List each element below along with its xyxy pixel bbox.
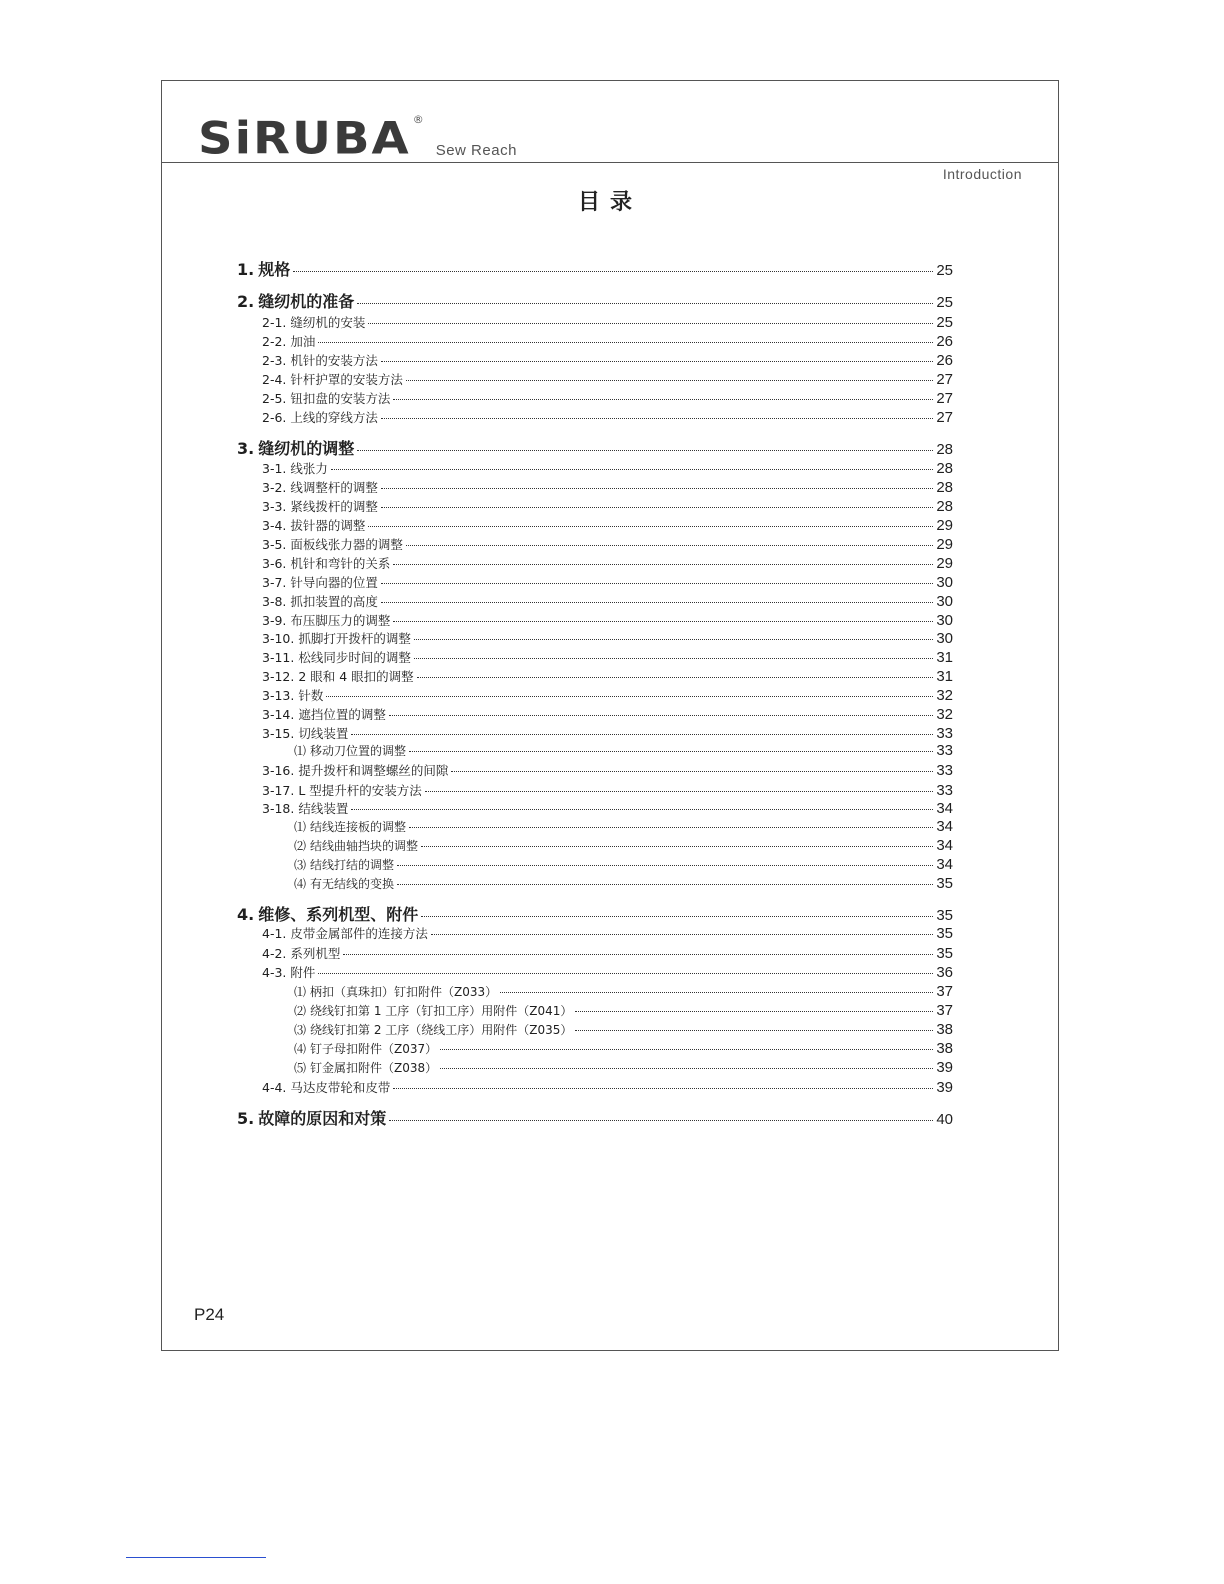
toc-entry-label: 柄扣（真珠扣）钉扣附件（Z033） xyxy=(310,985,498,999)
toc-entry xyxy=(262,497,953,515)
toc-entry xyxy=(262,332,953,350)
dot-leader xyxy=(381,418,933,419)
toc-title: 目录 xyxy=(577,190,642,215)
dot-leader xyxy=(440,1068,933,1069)
dot-leader xyxy=(381,361,933,362)
dot-leader xyxy=(357,450,933,451)
toc-entry-label: 针杆护罩的安装方法 xyxy=(290,372,403,387)
toc-entry xyxy=(262,705,953,723)
dot-leader xyxy=(409,827,933,828)
page-number: P24 xyxy=(194,1305,225,1324)
toc-entry-number: 3-8. xyxy=(262,594,287,609)
toc-entry xyxy=(237,1106,953,1129)
toc-entry-page: 31 xyxy=(936,668,953,685)
toc-entry-page: 26 xyxy=(936,352,953,369)
dot-leader xyxy=(381,602,933,603)
toc-entry xyxy=(262,724,953,742)
toc-entry-page: 34 xyxy=(936,800,953,817)
toc-entry-number: 4-1. xyxy=(262,926,287,941)
toc-entry xyxy=(294,1021,953,1038)
toc-entry xyxy=(262,516,953,534)
toc-entry-label: 钉子母扣附件（Z037） xyxy=(310,1042,438,1056)
toc-entry-label: 规格 xyxy=(258,260,291,279)
dot-leader xyxy=(440,1049,933,1050)
toc-entry-number: 4-3. xyxy=(262,965,287,980)
toc-entry-label: 缝纫机的准备 xyxy=(258,292,355,311)
dot-leader xyxy=(421,916,933,917)
dot-leader xyxy=(393,564,933,565)
header xyxy=(162,81,1058,163)
toc-entry-number: 3-2. xyxy=(262,480,287,495)
toc-entry-number: 3-16. xyxy=(262,763,295,778)
toc-entry-page: 30 xyxy=(936,630,953,647)
toc-entry-label: 绕线钉扣第 2 工序（绕线工序）用附件（Z035） xyxy=(310,1023,573,1037)
toc-entry-number: ⑸ xyxy=(294,1061,307,1075)
toc-entry-number: ⑴ xyxy=(294,820,307,834)
toc-entry xyxy=(237,902,953,925)
toc-entry-page: 29 xyxy=(936,517,953,534)
toc-entry-number: 2-1. xyxy=(262,315,287,330)
dot-leader xyxy=(409,751,933,752)
toc-entry-label: 附件 xyxy=(290,965,316,980)
toc-entry xyxy=(237,289,953,312)
toc-entry-label: 抓脚打开拨杆的调整 xyxy=(298,631,411,646)
dot-leader xyxy=(406,380,933,381)
dot-leader xyxy=(431,934,933,935)
toc-entry-page: 34 xyxy=(936,837,953,854)
toc-entry-label: 线调整杆的调整 xyxy=(290,480,378,495)
toc-entry-label: 针导向器的位置 xyxy=(290,575,378,590)
toc-entry-label: 拔针器的调整 xyxy=(290,518,366,533)
toc-entry-number: 3. xyxy=(237,439,255,458)
dot-leader xyxy=(397,865,933,866)
toc-entry-label: 有无结线的变换 xyxy=(310,877,395,891)
dot-leader xyxy=(331,469,933,470)
toc-entry-number: 3-17. xyxy=(262,783,295,798)
toc-entry-page: 25 xyxy=(936,262,953,279)
dot-leader xyxy=(343,954,933,955)
toc-entry-page: 27 xyxy=(936,409,953,426)
toc-entry xyxy=(294,1059,953,1076)
toc-entry-label: 上线的穿线方法 xyxy=(290,410,378,425)
toc-entry-page: 28 xyxy=(936,441,953,458)
toc-entry xyxy=(262,611,953,629)
toc-entry-label: 加油 xyxy=(290,334,316,349)
toc-entry-page: 38 xyxy=(936,1021,953,1038)
dot-leader xyxy=(293,271,933,272)
toc-entry-page: 35 xyxy=(936,907,953,924)
section-label: Introduction xyxy=(942,166,1022,182)
toc-entry xyxy=(262,667,953,685)
toc-entry-number: ⑵ xyxy=(294,1004,307,1018)
toc-entry-page: 35 xyxy=(936,925,953,942)
toc-entry-label: 提升拨杆和调整螺丝的间隙 xyxy=(298,763,449,778)
dot-leader xyxy=(351,809,933,810)
toc-entry-page: 37 xyxy=(936,983,953,1000)
toc-entry-label: 钮扣盘的安装方法 xyxy=(290,391,391,406)
toc-entry xyxy=(294,1040,953,1057)
dot-leader xyxy=(500,992,933,993)
toc-entry-number: 3-18. xyxy=(262,801,295,816)
toc-entry-number: 3-13. xyxy=(262,688,295,703)
toc-entry-label: 绕线钉扣第 1 工序（钉扣工序）用附件（Z041） xyxy=(310,1004,573,1018)
dot-leader xyxy=(368,323,933,324)
toc-entry xyxy=(237,257,953,280)
toc-entry-label: 移动刀位置的调整 xyxy=(310,744,407,758)
toc-entry-number: 3-6. xyxy=(262,556,287,571)
toc-entry-page: 32 xyxy=(936,706,953,723)
toc-entry-number: 3-3. xyxy=(262,499,287,514)
toc-entry-page: 28 xyxy=(936,479,953,496)
toc-entry-number: 4-2. xyxy=(262,946,287,961)
dot-leader xyxy=(393,399,933,400)
toc-entry xyxy=(262,478,953,496)
toc-entry-page: 29 xyxy=(936,536,953,553)
toc-entry-label: 故障的原因和对策 xyxy=(258,1109,387,1128)
toc-entry-page: 27 xyxy=(936,390,953,407)
toc-entry-number: 3-1. xyxy=(262,461,287,476)
toc-entry-number: 3-12. xyxy=(262,669,295,684)
toc-entry-number: 2-5. xyxy=(262,391,287,406)
toc-entry xyxy=(262,799,953,817)
toc-entry-number: 2-3. xyxy=(262,353,287,368)
toc-entry-label: 维修、系列机型、附件 xyxy=(258,905,419,924)
toc-entry xyxy=(262,408,953,426)
toc-entry-page: 37 xyxy=(936,1002,953,1019)
toc-entry-page: 34 xyxy=(936,856,953,873)
toc-entry xyxy=(262,459,953,477)
toc-entry xyxy=(262,351,953,369)
toc-entry-label: 钉金属扣附件（Z038） xyxy=(310,1061,438,1075)
toc-entry xyxy=(262,573,953,591)
toc-entry-number: 1. xyxy=(237,260,255,279)
dot-leader xyxy=(381,488,933,489)
toc-entry-page: 25 xyxy=(936,294,953,311)
toc-entry-page: 30 xyxy=(936,612,953,629)
toc-entry-page: 34 xyxy=(936,818,953,835)
toc-entry-number: 3-15. xyxy=(262,726,295,741)
toc-entry-page: 31 xyxy=(936,649,953,666)
toc-entry-page: 33 xyxy=(936,725,953,742)
toc-entry-page: 30 xyxy=(936,574,953,591)
toc-entry-label: 面板线张力器的调整 xyxy=(290,537,403,552)
toc-entry-label: 马达皮带轮和皮带 xyxy=(290,1080,391,1095)
dot-leader xyxy=(351,734,933,735)
toc-entry-number: 3-10. xyxy=(262,631,295,646)
toc-entry xyxy=(262,761,953,779)
toc-entry-label: L 型提升杆的安装方法 xyxy=(298,783,422,798)
toc-entry-page: 35 xyxy=(936,945,953,962)
toc-entry-number: 3-5. xyxy=(262,537,287,552)
toc-entry-number: 2-2. xyxy=(262,334,287,349)
dot-leader xyxy=(414,639,933,640)
toc-entry-label: 缝纫机的调整 xyxy=(258,439,355,458)
toc-entry-number: 5. xyxy=(237,1109,255,1128)
toc-entry-number: 2-4. xyxy=(262,372,287,387)
toc-entry xyxy=(262,535,953,553)
toc-entry xyxy=(294,983,953,1000)
toc-entry-label: 遮挡位置的调整 xyxy=(298,707,386,722)
toc-entry-label: 机针和弯针的关系 xyxy=(290,556,391,571)
toc-entry-number: ⑴ xyxy=(294,985,307,999)
toc-entry-number: 4-4. xyxy=(262,1080,287,1095)
toc-entry-label: 机针的安装方法 xyxy=(290,353,378,368)
toc-entry xyxy=(262,370,953,388)
registered-mark: ® xyxy=(412,113,424,126)
dot-leader xyxy=(389,715,933,716)
toc-entry-label: 皮带金属部件的连接方法 xyxy=(290,926,428,941)
toc-entry-number: 3-4. xyxy=(262,518,287,533)
toc-entry xyxy=(262,924,953,942)
toc-entry-label: 2 眼和 4 眼扣的调整 xyxy=(298,669,414,684)
toc-entry xyxy=(294,818,953,835)
dot-leader xyxy=(381,583,933,584)
dot-leader xyxy=(318,973,933,974)
toc-entry-label: 结线打结的调整 xyxy=(310,858,395,872)
toc-entry-page: 29 xyxy=(936,555,953,572)
toc-entry-page: 35 xyxy=(936,875,953,892)
bottom-link-underline xyxy=(126,1557,266,1558)
toc-entry xyxy=(237,436,953,459)
dot-leader xyxy=(326,696,933,697)
dot-leader xyxy=(414,658,933,659)
dot-leader xyxy=(393,1088,933,1089)
toc-entry xyxy=(294,837,953,854)
toc-entry-number: ⑷ xyxy=(294,877,307,891)
toc-entry-number: 2-6. xyxy=(262,410,287,425)
toc-entry-label: 结线曲轴挡块的调整 xyxy=(310,839,419,853)
page-frame xyxy=(161,80,1059,1351)
siruba-logo xyxy=(198,109,517,165)
toc-entry-label: 抓扣装置的高度 xyxy=(290,594,378,609)
dot-leader xyxy=(575,1030,933,1031)
toc-entry-label: 切线装置 xyxy=(298,726,349,741)
dot-leader xyxy=(451,771,933,772)
toc-entry-number: ⑶ xyxy=(294,1023,307,1037)
dot-leader xyxy=(421,846,933,847)
toc-entry-page: 33 xyxy=(936,762,953,779)
toc-entry-page: 26 xyxy=(936,333,953,350)
toc-entry-page: 30 xyxy=(936,593,953,610)
dot-leader xyxy=(318,342,933,343)
toc-entry-page: 28 xyxy=(936,460,953,477)
toc-entry xyxy=(262,944,953,962)
toc-entry xyxy=(262,781,953,799)
toc-entry-label: 紧线拨杆的调整 xyxy=(290,499,378,514)
toc-entry xyxy=(294,742,953,759)
toc-entry-number: ⑴ xyxy=(294,744,307,758)
toc-entry xyxy=(262,648,953,666)
toc-entry xyxy=(294,1002,953,1019)
toc-entry xyxy=(294,875,953,892)
toc-entry-page: 39 xyxy=(936,1059,953,1076)
toc-entry-label: 针数 xyxy=(298,688,324,703)
toc-entry-page: 40 xyxy=(936,1111,953,1128)
toc-entry-page: 28 xyxy=(936,498,953,515)
dot-leader xyxy=(417,677,934,678)
dot-leader xyxy=(406,545,933,546)
dot-leader xyxy=(575,1011,933,1012)
toc-entry-number: 3-11. xyxy=(262,650,295,665)
toc-entry xyxy=(262,313,953,331)
toc-entry-number: ⑶ xyxy=(294,858,307,872)
logo-tagline: Sew Reach xyxy=(435,142,517,159)
toc-entry-label: 结线连接板的调整 xyxy=(310,820,407,834)
dot-leader xyxy=(357,303,933,304)
toc-entry xyxy=(262,592,953,610)
toc-entry-page: 33 xyxy=(936,742,953,759)
toc-entry-page: 32 xyxy=(936,687,953,704)
toc-entry-label: 松线同步时间的调整 xyxy=(298,650,411,665)
toc-entry-label: 布压脚压力的调整 xyxy=(290,613,391,628)
toc-entry-number: 3-14. xyxy=(262,707,295,722)
toc-entry-number: 2. xyxy=(237,292,255,311)
toc-entry-page: 39 xyxy=(936,1079,953,1096)
toc-entry xyxy=(262,686,953,704)
dot-leader xyxy=(397,884,933,885)
toc-entry-page: 33 xyxy=(936,782,953,799)
toc-entry-label: 缝纫机的安装 xyxy=(290,315,366,330)
toc-entry-page: 25 xyxy=(936,314,953,331)
toc-entry xyxy=(262,629,953,647)
dot-leader xyxy=(381,507,933,508)
toc-entry-page: 27 xyxy=(936,371,953,388)
logo-wordmark: SiRUBA xyxy=(198,113,411,165)
toc-entry xyxy=(262,963,953,981)
toc-entry-page: 38 xyxy=(936,1040,953,1057)
toc-entry-label: 结线装置 xyxy=(298,801,349,816)
toc-entry xyxy=(262,389,953,407)
toc-entry-label: 线张力 xyxy=(290,461,328,476)
dot-leader xyxy=(368,526,933,527)
toc-entry-number: 3-9. xyxy=(262,613,287,628)
toc-entry-number: 3-7. xyxy=(262,575,287,590)
toc-entry xyxy=(262,1078,953,1096)
dot-leader xyxy=(393,621,933,622)
toc-entry-page: 36 xyxy=(936,964,953,981)
dot-leader xyxy=(389,1120,933,1121)
dot-leader xyxy=(425,791,934,792)
toc-entry-label: 系列机型 xyxy=(290,946,341,961)
toc-entry xyxy=(262,554,953,572)
toc-entry xyxy=(294,856,953,873)
toc-entry-number: ⑷ xyxy=(294,1042,307,1056)
toc-entry-number: 4. xyxy=(237,905,255,924)
toc-entry-number: ⑵ xyxy=(294,839,307,853)
